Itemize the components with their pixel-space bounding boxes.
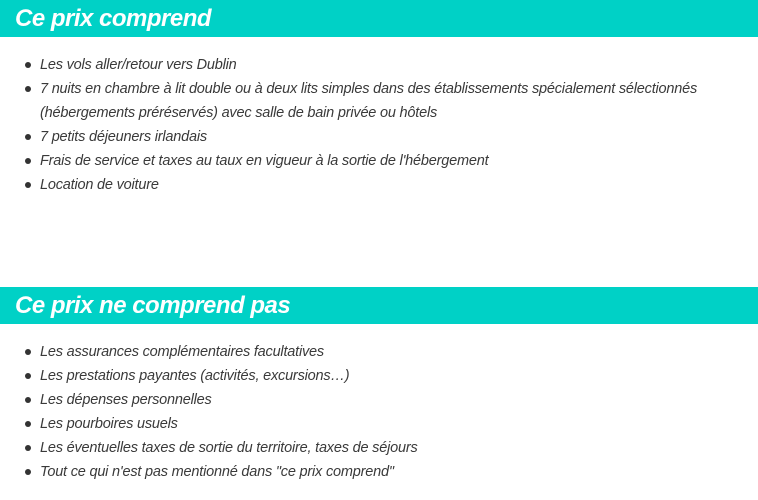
list-item bbox=[0, 436, 758, 460]
price-includes-title: Ce prix comprend bbox=[15, 4, 212, 32]
list-item-text: Les prestations payantes (activités, excursions…) bbox=[40, 368, 350, 384]
price-excludes-header bbox=[0, 287, 758, 324]
price-excludes-title: Ce prix ne comprend pas bbox=[15, 291, 291, 319]
list-item bbox=[0, 412, 758, 436]
list-item bbox=[0, 340, 758, 364]
price-includes-section bbox=[0, 0, 758, 197]
bullet-icon bbox=[25, 445, 31, 451]
list-item bbox=[0, 460, 758, 484]
list-item-text: Les éventuelles taxes de sortie du territoire, taxes de séjours bbox=[40, 440, 418, 456]
bullet-icon bbox=[25, 158, 31, 164]
bullet-icon bbox=[25, 373, 31, 379]
list-item-text: 7 nuits en chambre à lit double ou à deux lits simples dans des établissements spécialement sélectionnés (hébergements préréservés) avec salle de bain privée ou hôtels bbox=[40, 81, 698, 121]
bullet-icon bbox=[25, 86, 31, 92]
list-item bbox=[0, 149, 758, 173]
price-excludes-list bbox=[0, 324, 758, 484]
list-item bbox=[0, 173, 758, 197]
bullet-icon bbox=[25, 349, 31, 355]
list-item-text: Location de voiture bbox=[40, 177, 159, 193]
list-item-text: 7 petits déjeuners irlandais bbox=[40, 129, 207, 145]
list-item bbox=[0, 53, 758, 77]
bullet-icon bbox=[25, 62, 31, 68]
list-item bbox=[0, 125, 758, 149]
list-item-text: Les assurances complémentaires facultatives bbox=[40, 344, 324, 360]
list-item bbox=[0, 364, 758, 388]
list-item bbox=[0, 77, 758, 125]
bullet-icon bbox=[25, 182, 31, 188]
bullet-icon bbox=[25, 469, 31, 475]
price-includes-header bbox=[0, 0, 758, 37]
list-item-text: Les pourboires usuels bbox=[40, 416, 178, 432]
price-excludes-section bbox=[0, 287, 758, 484]
bullet-icon bbox=[25, 397, 31, 403]
list-item bbox=[0, 388, 758, 412]
bullet-icon bbox=[25, 421, 31, 427]
list-item-text: Les vols aller/retour vers Dublin bbox=[40, 57, 237, 73]
list-item-text: Les dépenses personnelles bbox=[40, 392, 212, 408]
list-item-text: Frais de service et taxes au taux en vigueur à la sortie de l'hébergement bbox=[40, 153, 489, 169]
list-item-text: Tout ce qui n'est pas mentionné dans "ce prix comprend" bbox=[40, 464, 394, 480]
bullet-icon bbox=[25, 134, 31, 140]
price-includes-list bbox=[0, 37, 758, 197]
